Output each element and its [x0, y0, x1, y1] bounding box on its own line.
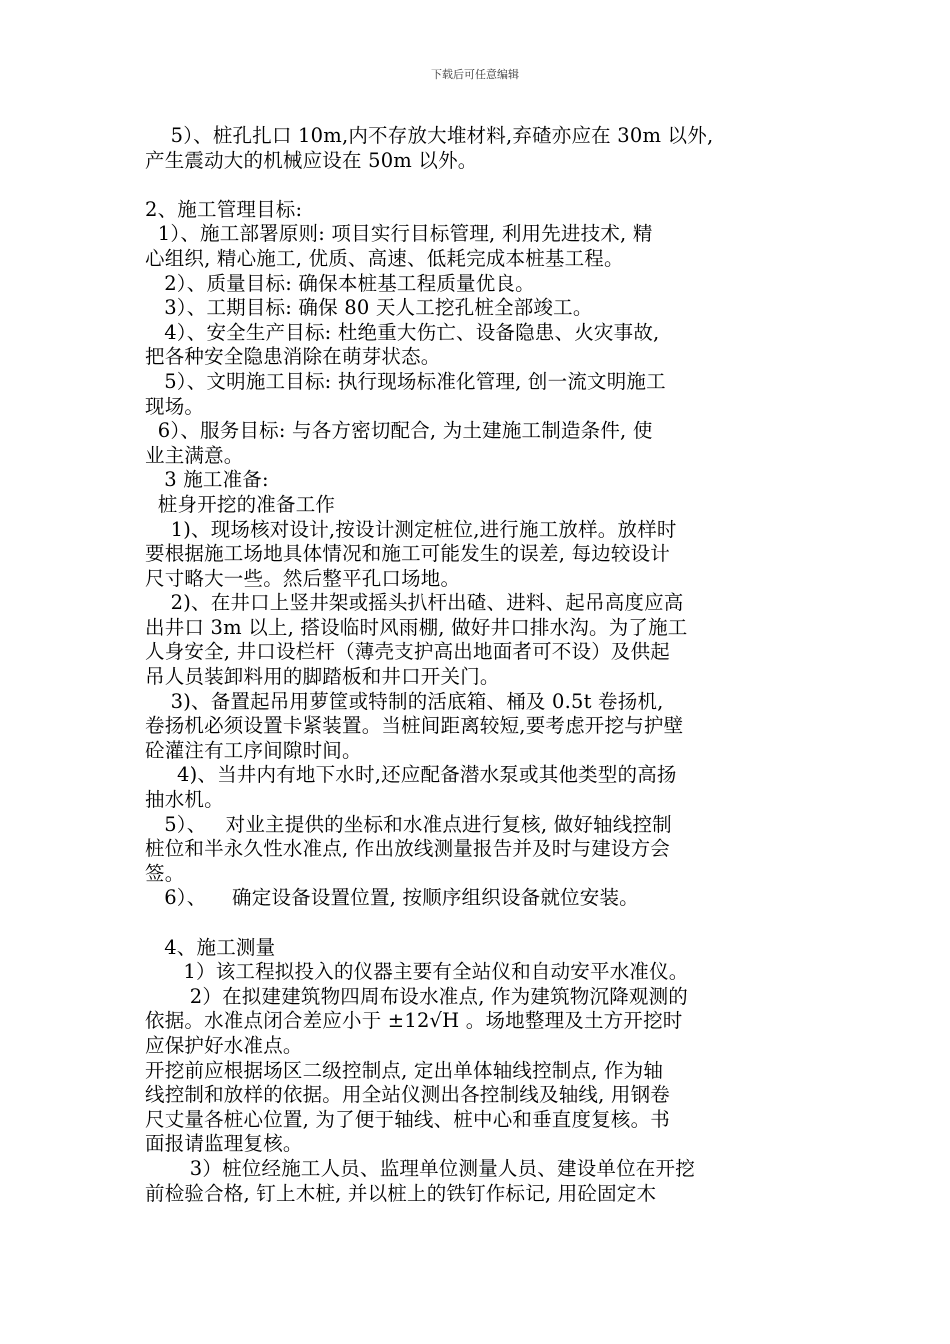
text-line: 吊人员装卸料用的脚踏板和井口开关门。: [145, 665, 500, 689]
text-line: 4）、安全生产目标: 杜绝重大伤亡、设备隐患、火灾事故,: [145, 320, 660, 344]
text-line: 砼灌注有工序间隙时间。: [145, 738, 362, 762]
text-line: 3）桩位经施工人员、监理单位测量人员、建设单位在开挖: [145, 1156, 695, 1180]
text-line: 抽水机。: [145, 788, 224, 812]
text-line: 2）、质量目标: 确保本桩基工程质量优良。: [145, 271, 535, 295]
text-line: 依据。水准点闭合差应小于 ±12√H 。场地整理及土方开挖时: [145, 1009, 683, 1033]
text-line: 前检验合格, 钉上木桩, 并以桩上的铁钉作标记, 用砼固定木: [145, 1181, 657, 1205]
text-line: 开挖前应根据场区二级控制点, 定出单体轴线控制点, 作为轴: [145, 1058, 664, 1082]
text-line: 3)、备置起吊用萝筐或特制的活底箱、桶及 0.5t 卷扬机,: [145, 689, 664, 713]
text-line: 3）、工期目标: 确保 80 天人工挖孔桩全部竣工。: [145, 296, 593, 320]
document-body: [145, 124, 815, 1206]
text-line: 5）、 对业主提供的坐标和水准点进行复核, 做好轴线控制: [145, 812, 672, 836]
text-line: 2、施工管理目标:: [145, 197, 303, 221]
text-line: 人身安全, 井口设栏杆（薄壳支护高出地面者可不设）及供起: [145, 640, 670, 664]
text-line: 4)、当井内有地下水时,还应配备潜水泵或其他类型的高扬: [145, 763, 677, 787]
text-line: 尺丈量各桩心位置, 为了便于轴线、桩中心和垂直度复核。书: [145, 1107, 670, 1131]
text-line: 尺寸略大一些。然后整平孔口场地。: [145, 566, 461, 590]
text-line: 卷扬机必须设置卡紧装置。当桩间距离较短,要考虑开挖与护壁: [145, 714, 684, 738]
text-line: 5）、文明施工目标: 执行现场标准化管理, 创一流文明施工: [145, 369, 666, 393]
text-line: 线控制和放样的依据。用全站仪测出各控制线及轴线, 用钢卷: [145, 1083, 670, 1107]
text-line: 产生震动大的机械应设在 50m 以外。: [145, 148, 478, 172]
text-line: 1)、现场核对设计,按设计测定桩位,进行施工放样。放样时: [145, 517, 677, 541]
page-header: 下载后可任意编辑: [431, 68, 519, 81]
text-line: 1）、施工部署原则: 项目实行目标管理, 利用先进技术, 精: [145, 222, 653, 246]
text-line: 1）该工程拟投入的仪器主要有全站仪和自动安平水准仪。: [145, 960, 689, 984]
text-line: 桩身开挖的准备工作: [145, 492, 336, 516]
text-line: 6）、 确定设备设置位置, 按顺序组织设备就位安装。: [145, 886, 639, 910]
text-line: 4、施工测量: [145, 935, 276, 959]
text-line: 3 施工准备:: [145, 468, 269, 492]
text-line: 业主满意。: [145, 443, 244, 467]
text-line: 面报请监理复核。: [145, 1132, 303, 1156]
text-line: 桩位和半永久性水准点, 作出放线测量报告并及时与建设方会: [145, 837, 670, 861]
text-line: 2）在拟建建筑物四周布设水准点, 作为建筑物沉降观测的: [145, 984, 688, 1008]
blank-line: [145, 911, 815, 936]
text-line: 应保护好水准点。: [145, 1033, 303, 1057]
text-line: 2)、在井口上竖井架或摇头扒杆出碴、进料、起吊高度应高: [145, 591, 684, 615]
text-line: 5）、桩孔扎口 10m,内不存放大堆材料,弃碴亦应在 30m 以外,: [145, 124, 714, 147]
text-line: 心组织, 精心施工, 优质、高速、低耗完成本桩基工程。: [145, 246, 624, 270]
text-line: 要根据施工场地具体情况和施工可能发生的误差, 每边较设计: [145, 542, 670, 566]
text-line: 出井口 3m 以上, 搭设临时风雨棚, 做好井口排水沟。为了施工: [145, 615, 688, 639]
text-line: 签。: [145, 861, 185, 885]
text-line: 现场。: [145, 394, 205, 418]
text-line: 把各种安全隐患消除在萌芽状态。: [145, 345, 441, 369]
text-line: 6）、服务目标: 与各方密切配合, 为土建施工制造条件, 使: [145, 419, 653, 443]
blank-line: [145, 173, 815, 198]
